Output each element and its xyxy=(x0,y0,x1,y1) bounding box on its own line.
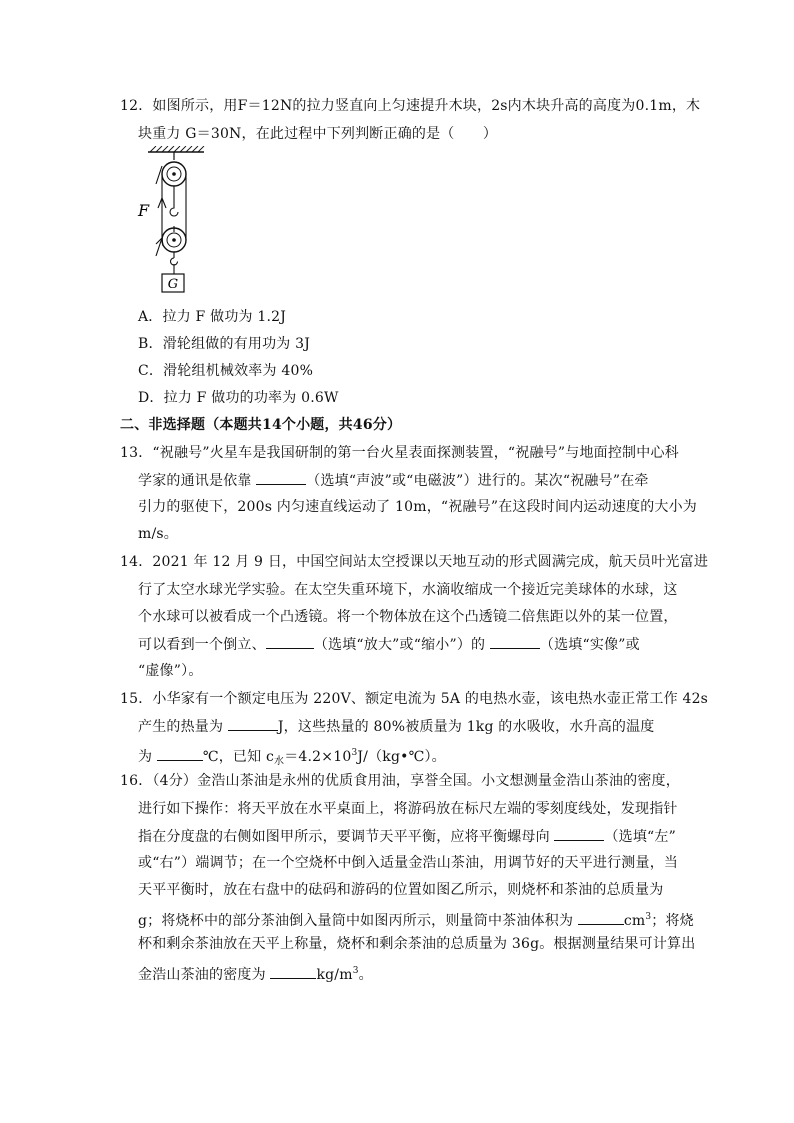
q15-line-3 xyxy=(138,743,446,772)
q16-blank-2[interactable] xyxy=(578,910,624,925)
q13-line-4: m/s。 xyxy=(138,526,178,542)
q16-text-h: 。 xyxy=(358,967,373,983)
q16-line-6 xyxy=(138,907,694,931)
q14-text-b: （选填“放大”或“缩小”）的 xyxy=(313,637,490,653)
q15-subscript: 水 xyxy=(274,756,285,767)
q16-superscript-1: 3 xyxy=(645,912,652,922)
q14-line-3: 个水球可以被看成一个凸透镜。将一个物体放在这个凸透镜二倍焦距以外的某一位置， xyxy=(138,609,678,625)
q14-blank-2[interactable] xyxy=(490,634,540,649)
q12-option-d: D．拉力 F 做功的功率为 0.6W xyxy=(138,390,339,406)
q16-line-7: 杯和剩余茶油放在天平上称量，烧杯和剩余茶油的总质量为 36g。根据测量结果可计算出 xyxy=(138,936,696,952)
q16-line-3 xyxy=(138,826,676,847)
q15-blank-2[interactable] xyxy=(157,746,203,761)
q15-text-a: 产生的热量为 xyxy=(138,719,228,735)
q15-superscript: 3 xyxy=(351,748,358,758)
q13-line-3: 引力的驱使下，200s 内匀速直线运动了 10m，“祝融号”在这段时间内运动速度的大小为 xyxy=(138,499,698,515)
q15-line-2 xyxy=(138,716,655,737)
q16-line-1: 16．（4分）金浩山茶油是永州的优质食用油，享誉全国。小文想测量金浩山茶油的密度， xyxy=(120,773,680,789)
q12-option-b: B．滑轮组做的有用功为 3J xyxy=(138,336,311,352)
q16-line-8 xyxy=(138,961,373,985)
q15-text-f: J/（kg•℃）。 xyxy=(357,749,446,765)
q14-blank-1[interactable] xyxy=(266,634,314,649)
force-label: F xyxy=(138,201,150,220)
q16-blank-1[interactable] xyxy=(554,826,604,841)
q12-line-2: 块重力 G＝30N，在此过程中下列判断正确的是（ ） xyxy=(138,126,498,142)
q16-line-5: 天平平衡时，放在右盘中的砝码和游码的位置如图乙所示，则烧杯和茶油的总质量为 xyxy=(138,882,664,898)
q12-option-c: C．滑轮组机械效率为 40% xyxy=(138,363,314,379)
q15-line-1: 15．小华家有一个额定电压为 220V、额定电流为 5A 的电热水壶，该电热水壶正常工作 42s xyxy=(120,691,709,707)
q16-text-g: kg/m xyxy=(316,967,353,983)
q16-line-2: 进行如下操作：将天平放在水平桌面上，将游码放在标尺左端的零刻度线处，发现指针 xyxy=(138,801,678,817)
q15-blank-1[interactable] xyxy=(228,716,278,731)
q14-line-1: 14．2021 年 12 月 9 日，中国空间站太空授课以天地互动的形式圆满完成，航天员叶光富进 xyxy=(120,554,709,570)
q16-text-f: 金浩山茶油的密度为 xyxy=(138,967,271,983)
q16-text-b: （选填“左” xyxy=(604,829,676,845)
q16-blank-3[interactable] xyxy=(270,964,316,979)
q16-superscript-2: 3 xyxy=(352,966,359,976)
q16-text-a: 指在分度盘的右侧如图甲所示，要调节天平平衡，应将平衡螺母向 xyxy=(138,829,555,845)
section-title: 二、非选择题（本题共14个小题，共46分） xyxy=(120,417,402,433)
q13-blank-1[interactable] xyxy=(256,470,306,485)
q14-line-4 xyxy=(138,634,640,655)
q13-line-2 xyxy=(138,470,649,491)
q12-line-1: 12．如图所示，用F＝12N的拉力竖直向上匀速提升木块，2s内木块升高的高度为0.1m，木 xyxy=(120,98,701,114)
q14-line-5: “虚像”）。 xyxy=(138,663,203,679)
weight-label: G xyxy=(167,277,179,292)
q12-option-a: A．拉力 F 做功为 1.2J xyxy=(138,309,287,325)
q15-text-b: J，这些热量的 80%被质量为 1kg 的水吸收，水升高的温度 xyxy=(277,719,655,735)
q15-text-e: ＝4.2×10 xyxy=(284,749,352,765)
q14-text-a: 可以看到一个倒立、 xyxy=(138,637,266,653)
q13-text-b: （选填“声波”或“电磁波”）进行的。某次“祝融号”在牵 xyxy=(306,473,649,489)
q16-text-d: cm xyxy=(623,913,646,929)
q16-line-4: 或“右”）端调节；在一个空烧杯中倒入适量金浩山茶油，用调节好的天平进行测量，当 xyxy=(138,855,679,871)
q14-line-2: 行了太空水球光学实验。在太空失重环境下，水滴收缩成一个接近完美球体的水球，这 xyxy=(138,582,678,598)
q16-text-c: g；将烧杯中的部分茶油倒入量筒中如图丙所示，则量筒中茶油体积为 xyxy=(138,913,578,929)
q13-text-a: 学家的通讯是依靠 xyxy=(138,473,257,489)
q15-text-d: ℃，已知 c xyxy=(202,749,275,765)
q16-text-e: ；将烧 xyxy=(651,913,694,929)
q15-text-c: 为 xyxy=(138,749,157,765)
pulley-figure xyxy=(134,146,214,298)
q13-line-1: 13．“祝融号”火星车是我国研制的第一台火星表面探测装置，“祝融号”与地面控制中心科 xyxy=(120,445,679,461)
q14-text-c: （选填“实像”或 xyxy=(539,637,640,653)
